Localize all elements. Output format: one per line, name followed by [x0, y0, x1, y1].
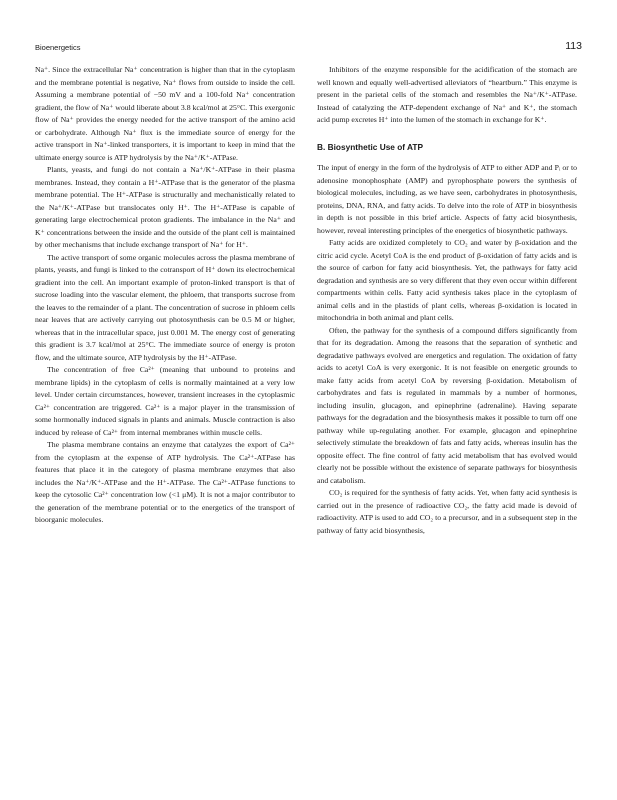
paragraph: Plants, yeasts, and fungi do not contain a Na⁺/K⁺-ATPase in their plasma membranes. Instead, they contain a H⁺-ATPase that is the generator of the plasma membrane potential. The H⁺-ATPase is structurally and mechanistically related to the Na⁺/K⁺-ATPase but translocates only H⁺. The H⁺-ATPase is capable of generating large electrochemical proton gradients. The imbalance in the Na⁺ and K⁺ concentrations between the inside and the outside of the plant cell is maintained by other mechanisms that include exchange transport of Na⁺ for H⁺.: [35, 165, 295, 249]
paragraph: The concentration of free Ca²⁺ (meaning that unbound to proteins and membrane lipids) in the cytoplasm of cells is normally maintained at a very low level. Under certain circumstances, however, transient increases in the cytoplasmic Ca²⁺ concentration are triggered. Ca²⁺ is a major player in the transmission of some hormonally induced signals in plants and animals. Muscle contraction is also induced by release of Ca²⁺ from internal membranes within muscle cells.: [35, 365, 295, 437]
paragraph: CO₂ is required for the synthesis of fatty acids. Yet, when fatty acid synthesis is carried out in the presence of radioactive CO₂, the fatty acid made is devoid of radioactivity. ATP is used to add CO₂ to a precursor, and in a subsequent step in the pathway of fatty acid biosynthesis,: [317, 488, 577, 535]
running-title: Bioenergetics: [35, 43, 81, 52]
right-column: [317, 64, 577, 537]
left-column: [35, 64, 295, 527]
paragraph: Na⁺. Since the extracellular Na⁺ concentration is higher than that in the cytoplasm and the membrane potential is negative, Na⁺ flows from outside to inside the cell. Assuming a membrane potential of −50 mV and a 100-fold Na⁺ concentration gradient, the flow of Na⁺ would liberate about 3.8 kcal/mol at 25°C. This exergonic flow of Na⁺ provides the energy needed for the active transport of the amino acid or carbohydrate. Although Na⁺ flux is the immediate source of energy for the active transport in Na⁺-linked transporters, it is important to keep in mind that the ultimate energy source is ATP hydrolysis by the Na⁺/K⁺-ATPase.: [35, 65, 296, 162]
paragraph: Often, the pathway for the synthesis of a compound differs significantly from that for its degradation. Among the reasons that the separation of synthetic and degradative pathways evolved are energetics and regulation. The oxidation of fatty acids to acetyl CoA is very exergonic. It is not feasible on energetic grounds to make fatty acids from acetyl CoA by reversing β-oxidation. Metabolism of carbohydrates and fats is regulated in mammals by a number of hormones, including insulin, glucagon, and epinephrine (adrenaline). Having separate pathways for the degradation and the biosynthesis makes it possible to turn off one pathway while up-regulating another. For example, glucagon and epinephrine selectively stimulate the breakdown of fats and fatty acids, whereas insulin has the opposite effect. The fine control of fatty acid metabolism that has evolved would clearly not be possible without the existence of separate pathways for biosynthesis and catabolism.: [317, 325, 577, 485]
intro-paragraph: Inhibitors of the enzyme responsible for the acidification of the stomach are well known and equally well-advertised alleviators of “heartburn.” This enzyme is present in the parietal cells of the stomach and resembles the Na⁺/K⁺-ATPase. Instead of catalyzing the ATP-dependent exchange of Na⁺ and K⁺, the stomach acid pump excretes H⁺ into the lumen of the stomach in exchange for K⁺.: [317, 65, 577, 124]
paragraph: Fatty acids are oxidized completely to CO₂ and water by β-oxidation and the citric acid cycle. Acetyl CoA is the end product of β-oxidation of fatty acids and is the source of carbon for fatty acid biosynthesis. Yet, the pathways for fatty acid degradation and synthesis are so very different that they even occur within different compartments within cells. Fatty acid synthesis takes place in the cytoplasm of animal cells and in the plastids of plant cells, whereas β-oxidation is located in mitochondria in both animal and plant cells.: [317, 238, 577, 322]
paragraph: The input of energy in the form of the hydrolysis of ATP to either ADP and Pᵢ or to adenosine monophosphate (AMP) and pyrophosphate powers the synthesis of biological molecules, including, as we have seen, carbohydrates in photosynthesis, proteins, DNA, RNA, and fatty acids. To delve into the role of ATP in biosynthesis in depth is not possible in this brief article. Aspects of fatty acid biosynthesis, however, reveal interesting principles of the energetics of biosynthetic pathways.: [317, 163, 577, 235]
section-heading: B. Biosynthetic Use of ATP: [317, 141, 424, 152]
paragraph: The active transport of some organic molecules across the plasma membrane of plants, yeasts, and fungi is linked to the cotransport of H⁺ down its electrochemical gradient into the cell. An important example of proton-linked transport is that of sucrose loading into the vascular element, the phloem, that transports sucrose from the leaves to the remainder of a plant. The concentration of sucrose in phloem cells near leaves that are actively carrying out photosynthesis can be 0.5 M or higher, whereas that in the intracellular space, just 0.001 M. The energy cost of generating this gradient is 3.7 kcal/mol at 25°C. The immediate source of energy is proton flow, and the ultimate source, ATP hydrolysis by the H⁺-ATPase.: [35, 252, 295, 362]
paragraph: The plasma membrane contains an enzyme that catalyzes the export of Ca²⁺ from the cytoplasm at the expense of ATP hydrolysis. The Ca²⁺-ATPase has features that place it in the category of plasma membrane enzymes that also includes the Na⁺/K⁺-ATPase and the H⁺-ATPase. The Ca²⁺-ATPase functions to keep the cytosolic Ca²⁺ concentration low (<1 μM). It is not a major contributor to the generation of the membrane potential or to the energetics of the transport of bioorganic molecules.: [35, 440, 295, 524]
page-number: 113: [565, 40, 582, 52]
